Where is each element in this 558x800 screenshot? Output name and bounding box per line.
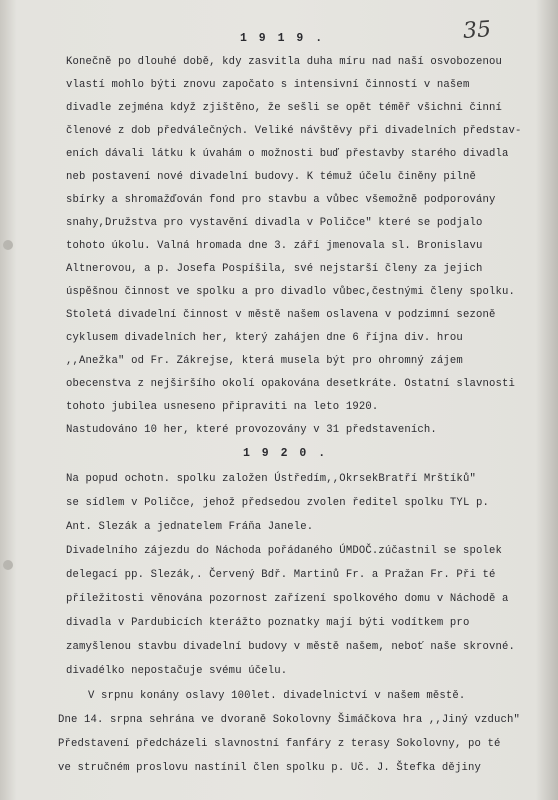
handwritten-page-number: 35	[462, 17, 492, 44]
year-heading-1920: 1 9 2 0 .	[243, 447, 328, 460]
text-line: Konečně po dlouhé době, kdy zasvitla duha míru nad naší osvobozenou	[66, 56, 502, 68]
text-line: V srpnu konány oslavy 100let. divadelnictví v našem městě.	[88, 690, 466, 702]
text-line: divadle zejména když zjištěno, že sešli se opět téměř všichni činní	[66, 102, 502, 114]
text-line: tohoto jubilea usneseno připraviti na leto 1920.	[66, 401, 379, 413]
text-line: divadélko nepostačuje svému účelu.	[66, 665, 288, 677]
text-line: vlastí mohlo býti znovu započato s intensivní činností v našem	[66, 79, 470, 91]
text-line: Na popud ochotn. spolku založen Ústředím,,OkrsekBratří Mrštíků"	[66, 473, 476, 485]
text-line: Nastudováno 10 her, které provozovány v 31 představeních.	[66, 424, 437, 436]
text-line: tohoto úkolu. Valná hromada dne 3. září jmenovala sl. Bronislavu	[66, 240, 483, 252]
text-line: obecenstva z nejširšího okolí opakována desetkráte. Ostatní slavnosti	[66, 378, 516, 390]
text-line: ,,Anežka" od Fr. Zákrejse, která musela být pro ohromný zájem	[66, 355, 463, 367]
text-line: zamyšlenou stavbu divadelní budovy v městě našem, neboť naše skrovné.	[66, 641, 516, 653]
punch-hole	[3, 240, 13, 250]
text-line: členové z dob předválečných. Veliké návštěvy při divadelních představ-	[66, 125, 522, 137]
text-line: sbírky a shromažďován fond pro stavbu a vůbec všemožně podporovány	[66, 194, 496, 206]
text-line: cyklusem divadelních her, který zahájen dne 6 října div. hrou	[66, 332, 463, 344]
text-line: Ant. Slezák a jednatelem Fráňa Janele.	[66, 521, 314, 533]
text-line: divadla v Pardubicích kterážto poznatky mají býti vodítkem pro	[66, 617, 470, 629]
text-line: Dne 14. srpna sehrána ve dvoraně Sokolovny Šimáčkova hra ,,Jiný vzduch"	[58, 714, 521, 726]
text-line: Představení předcházeli slavnostní fanfáry z terasy Sokolovny, po té	[58, 738, 501, 750]
text-line: Stoletá divadelní činnost v městě našem oslavena v podzimní sezoně	[66, 309, 496, 321]
text-line: snahy,Družstva pro vystavění divadla v Poličce" které se podjalo	[66, 217, 483, 229]
text-line: Divadelního zájezdu do Náchoda pořádaného ÚMDOČ.zúčastnil se spolek	[66, 545, 502, 557]
text-line: delegací pp. Slezák,. Červený Bdř. Martinů Fr. a Pražan Fr. Při té	[66, 569, 496, 581]
text-line: neb postavení nové divadelní budovy. K témuž účelu činěny pilně	[66, 171, 476, 183]
text-line: se sídlem v Poličce, jehož předsedou zvolen ředitel spolku TYL p.	[66, 497, 489, 509]
year-heading-1919: 1 9 1 9 .	[240, 32, 325, 45]
punch-hole	[3, 560, 13, 570]
text-line: úspěšnou činnost ve spolku a pro divadlo vůbec,čestnými členy spolku.	[66, 286, 516, 298]
text-line: ve stručném proslovu nastínil člen spolku p. Uč. J. Štefka dějiny	[58, 762, 481, 774]
text-line: příležitosti věnována pozornost zařízení spolkového domu v Náchodě a	[66, 593, 509, 605]
text-line: Altnerovou, a p. Josefa Pospíšila, své nejstarší členy za jejich	[66, 263, 483, 275]
text-line: eních dávali látku k úvahám o možnosti buď přestavby starého divadla	[66, 148, 509, 160]
